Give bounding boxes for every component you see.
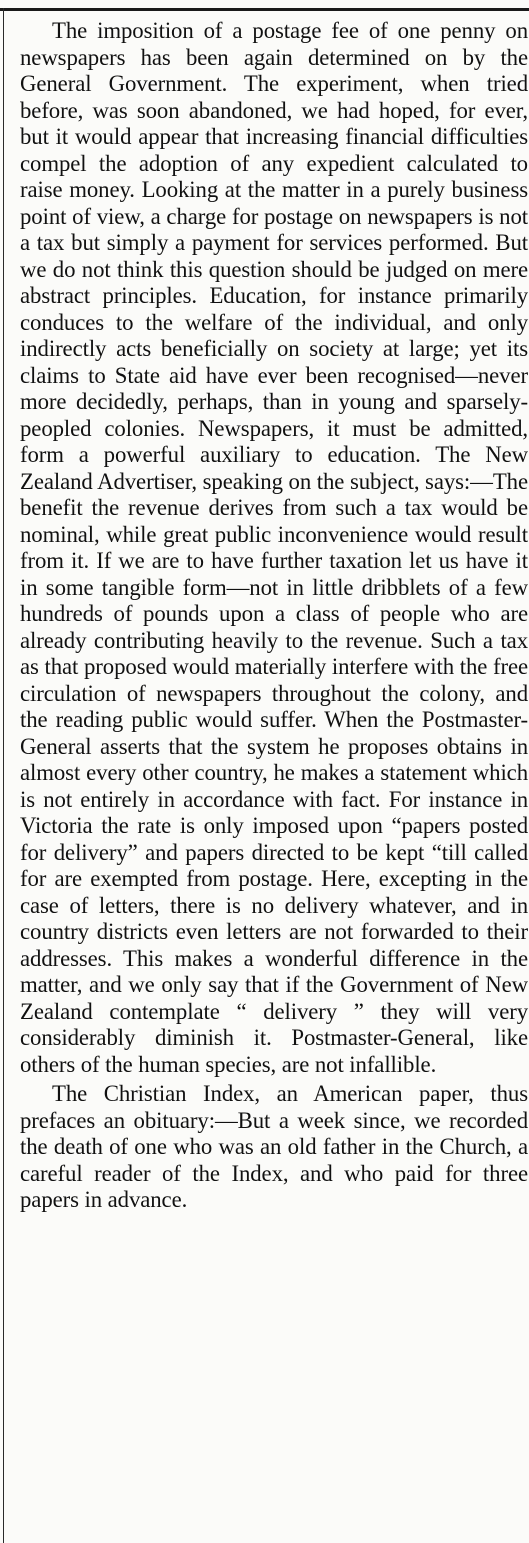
column-left-rule [3, 8, 4, 1543]
paragraph-postage-fee: The imposition of a postage fee of one penny on newspapers has been again determined on by the General Government. The experiment, when tried before, was soon abandoned, we had hoped, for ever, but it would appear that increasing financial difficulties compel the adoption of any expedient calculated to raise money. Looking at the matter in a purely business point of view, a charge for postage on newspapers is not a tax but simply a payment for services performed. But we do not think this question should be judged on mere abstract principles. Education, for instance primarily conduces to the welfare of the individual, and only indirectly acts beneficially on society at large; yet its claims to State aid have ever been recognised—never more decidedly, perhaps, than in young and sparsely-peopled colonies. Newspapers, it must be admitted, form a powerful auxiliary to education. The New Zealand Advertiser, speaking on the subject, says:—The benefit the revenue derives from such a tax would be nominal, while great public inconvenience would result from it. If we are to have further taxation let us have it in some tangible form—not in little dribblets of a few hundreds of pounds upon a class of people who are already contributing heavily to the revenue. Such a tax as that proposed would materially interfere with the free circulation of newspapers throughout the colony, and the reading public would suffer. When the Postmaster-General asserts that the system he proposes obtains in almost every other country, he makes a statement which is not entirely in accordance with fact. For instance in Victoria the rate is only imposed upon “papers posted for delivery” and papers directed to be kept “till called for are exempted from postage. Here, excepting in the case of letters, there is no delivery whatever, and in country districts even letters are not forwarded to their addresses. This makes a wonderful difference in the matter, and we only say that if the Government of New Zealand contemplate “ delivery ” they will very considerably diminish it. Postmaster-General, like others of the human species, are not infallible. [20, 18, 528, 1077]
paragraph-christian-index: The Christian Index, an American paper, thus prefaces an obituary:—But a week since, we recorded the death of one who was an old father in the Church, a careful reader of the Index, and who paid for three papers in advance. [20, 1081, 528, 1212]
article-column [20, 18, 528, 1214]
column-top-rule [0, 8, 529, 11]
